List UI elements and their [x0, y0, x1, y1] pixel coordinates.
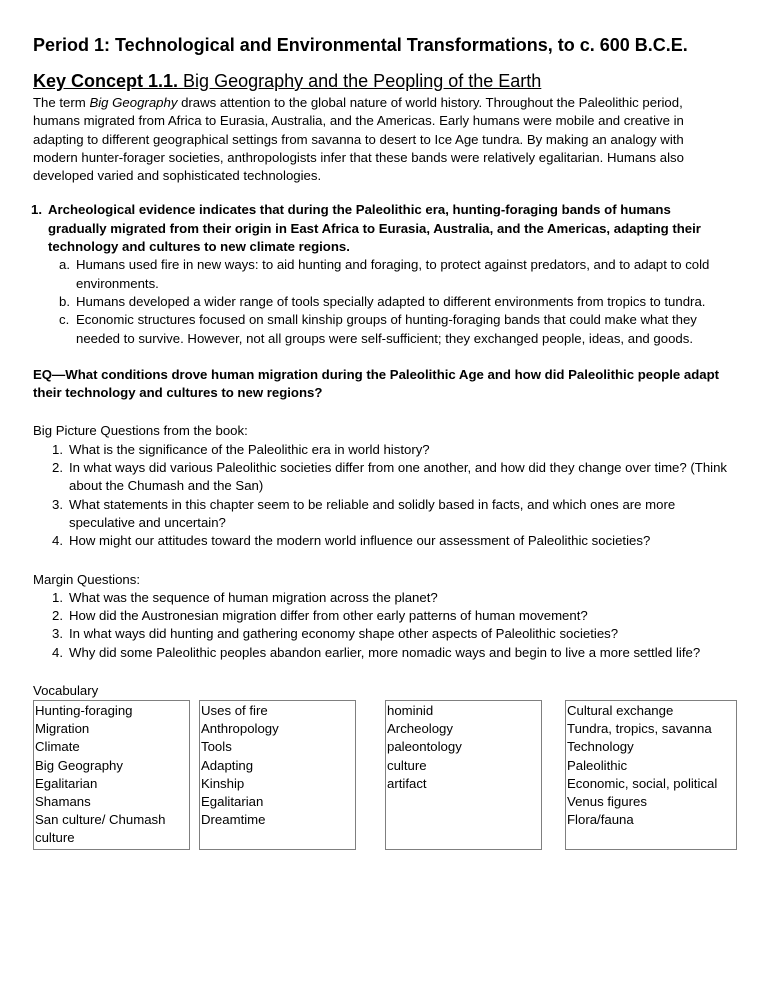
list-item-text: In what ways did hunting and gathering economy shape other aspects of Paleolithic societies?: [69, 626, 619, 642]
vocab-column-3: [386, 701, 542, 850]
vocabulary-heading: Vocabulary: [33, 683, 99, 699]
vocab-term: Shamans: [35, 794, 91, 810]
vocab-term: Uses of fire: [201, 703, 268, 719]
vocab-term: Paleolithic: [567, 757, 628, 773]
vocab-term: Flora/fauna: [567, 812, 634, 828]
vocab-term: Economic, social, political: [567, 775, 718, 791]
vocab-term: culture: [387, 757, 427, 773]
vocab-term: Cultural exchange: [567, 703, 674, 719]
vocab-term: artifact: [387, 775, 427, 791]
key-concept-text: Big Geography and the Peopling of the Earth: [178, 71, 542, 91]
list-item: [52, 644, 731, 662]
list-item: [52, 589, 731, 607]
table-gap: [542, 701, 566, 850]
vocab-term: hominid: [387, 703, 434, 719]
table-gap: [190, 701, 200, 850]
list-item-text: In what ways did various Paleolithic societies differ from one another, and how did they change over time? (Think about the Chumash and the San): [69, 460, 728, 494]
list-item-text: Why did some Paleolithic peoples abandon earlier, more nomadic ways and begin to live a more settled life?: [69, 644, 701, 660]
subpoint-letter: b.: [59, 293, 70, 309]
list-item-number: 2.: [52, 608, 63, 624]
intro-paragraph: [33, 94, 731, 185]
list-item: [52, 532, 731, 550]
intro-term: Big Geography: [89, 95, 178, 110]
point-1-number: 1.: [31, 202, 42, 218]
vocab-term: Anthropology: [201, 721, 279, 737]
vocab-term: paleontology: [387, 739, 462, 755]
list-item-text: What is the significance of the Paleolithic era in world history?: [69, 441, 430, 457]
vocab-term: Migration: [35, 721, 90, 737]
margin-questions-list: [31, 589, 731, 662]
vocab-column-2: [200, 701, 356, 850]
table-gap: [356, 701, 386, 850]
list-item-text: What statements in this chapter seem to be reliable and solidly based in facts, and which ones are more speculative and uncertain?: [69, 496, 676, 530]
vocab-term: Egalitarian: [35, 775, 98, 791]
margin-questions-heading: Margin Questions:: [33, 571, 141, 587]
subpoint-letter: a.: [59, 257, 70, 273]
vocab-term: Technology: [567, 739, 634, 755]
list-item-number: 3.: [52, 626, 63, 642]
vocab-term: Tools: [201, 739, 232, 755]
subpoint-letter: c.: [59, 312, 70, 328]
list-item: [52, 441, 731, 459]
vocab-term: Tundra, tropics, savanna: [567, 721, 712, 737]
list-item-number: 4.: [52, 533, 63, 549]
list-item: [52, 625, 731, 643]
subpoint-c: [59, 311, 731, 348]
subpoint-text: Humans developed a wider range of tools specially adapted to different environments from tropics to tundra.: [76, 293, 706, 309]
list-item: [52, 607, 731, 625]
vocabulary-table: [33, 700, 737, 850]
list-item: [52, 496, 731, 533]
table-row: [34, 701, 737, 850]
key-concept-heading: [33, 70, 731, 92]
vocab-column-1: [34, 701, 190, 850]
list-item-number: 4.: [52, 644, 63, 660]
list-item-text: What was the sequence of human migration across the planet?: [69, 589, 438, 605]
intro-pre: The term: [33, 95, 90, 110]
list-item-text: How did the Austronesian migration differ from other early patterns of human movement?: [69, 608, 588, 624]
vocab-term: Big Geography: [35, 757, 123, 773]
big-picture-heading: Big Picture Questions from the book:: [33, 423, 248, 439]
vocab-term: San culture/ Chumash culture: [35, 812, 166, 846]
list-item-text: How might our attitudes toward the modern world influence our assessment of Paleolithic societies?: [69, 533, 651, 549]
document-content: [31, 34, 731, 850]
point-1-text: Archeological evidence indicates that during the Paleolithic era, hunting-foraging bands of humans gradually migrated from their origin in East Africa to Eurasia, Australia, and the Americas, adapting their technology and cultures to new climate regions.: [48, 202, 701, 255]
list-item-number: 1.: [52, 589, 63, 605]
vocab-column-4: [566, 701, 737, 850]
page-title: Period 1: Technological and Environmental Transformations, to c. 600 B.C.E.: [33, 35, 688, 55]
vocab-term: Climate: [35, 739, 80, 755]
list-item-number: 2.: [52, 460, 63, 476]
subpoint-b: [59, 293, 731, 311]
vocab-term: Hunting-foraging: [35, 703, 133, 719]
intro-post: draws attention to the global nature of world history. Throughout the Paleolithic period, humans migrated from Africa to Eurasia, Australia, and the Americas. Early humans were mobile and creative in adapting to different geographical settings from savanna to desert to Ice Age tundra. By making an analogy with modern hunter-forager societies, anthropologists infer that these bands were relatively egalitarian. Humans also developed varied and sophisticated technologies.: [33, 95, 684, 184]
list-item-number: 3.: [52, 496, 63, 512]
vocab-term: Venus figures: [567, 794, 647, 810]
vocab-term: Dreamtime: [201, 812, 266, 828]
subpoint-text: Humans used fire in new ways: to aid hunting and foraging, to protect against predators, and to adapt to cold environments.: [76, 257, 710, 291]
list-item-number: 1.: [52, 441, 63, 457]
vocab-term: Egalitarian: [201, 794, 264, 810]
essential-question: EQ—What conditions drove human migration during the Paleolithic Age and how did Paleolithic people adapt their technology and cultures to new regions?: [33, 366, 720, 401]
vocab-term: Archeology: [387, 721, 453, 737]
big-picture-list: [31, 441, 731, 551]
vocab-term: Adapting: [201, 757, 254, 773]
key-concept-label: Key Concept 1.1.: [33, 71, 179, 91]
vocab-term: Kinship: [201, 775, 245, 791]
subpoint-a: [59, 256, 731, 293]
subpoint-text: Economic structures focused on small kinship groups of hunting-foraging bands that could make what they needed to survive. However, not all groups were self-sufficient; they exchanged people, ideas, and goods.: [76, 312, 697, 346]
point-1: [31, 201, 731, 256]
list-item: [52, 459, 731, 496]
